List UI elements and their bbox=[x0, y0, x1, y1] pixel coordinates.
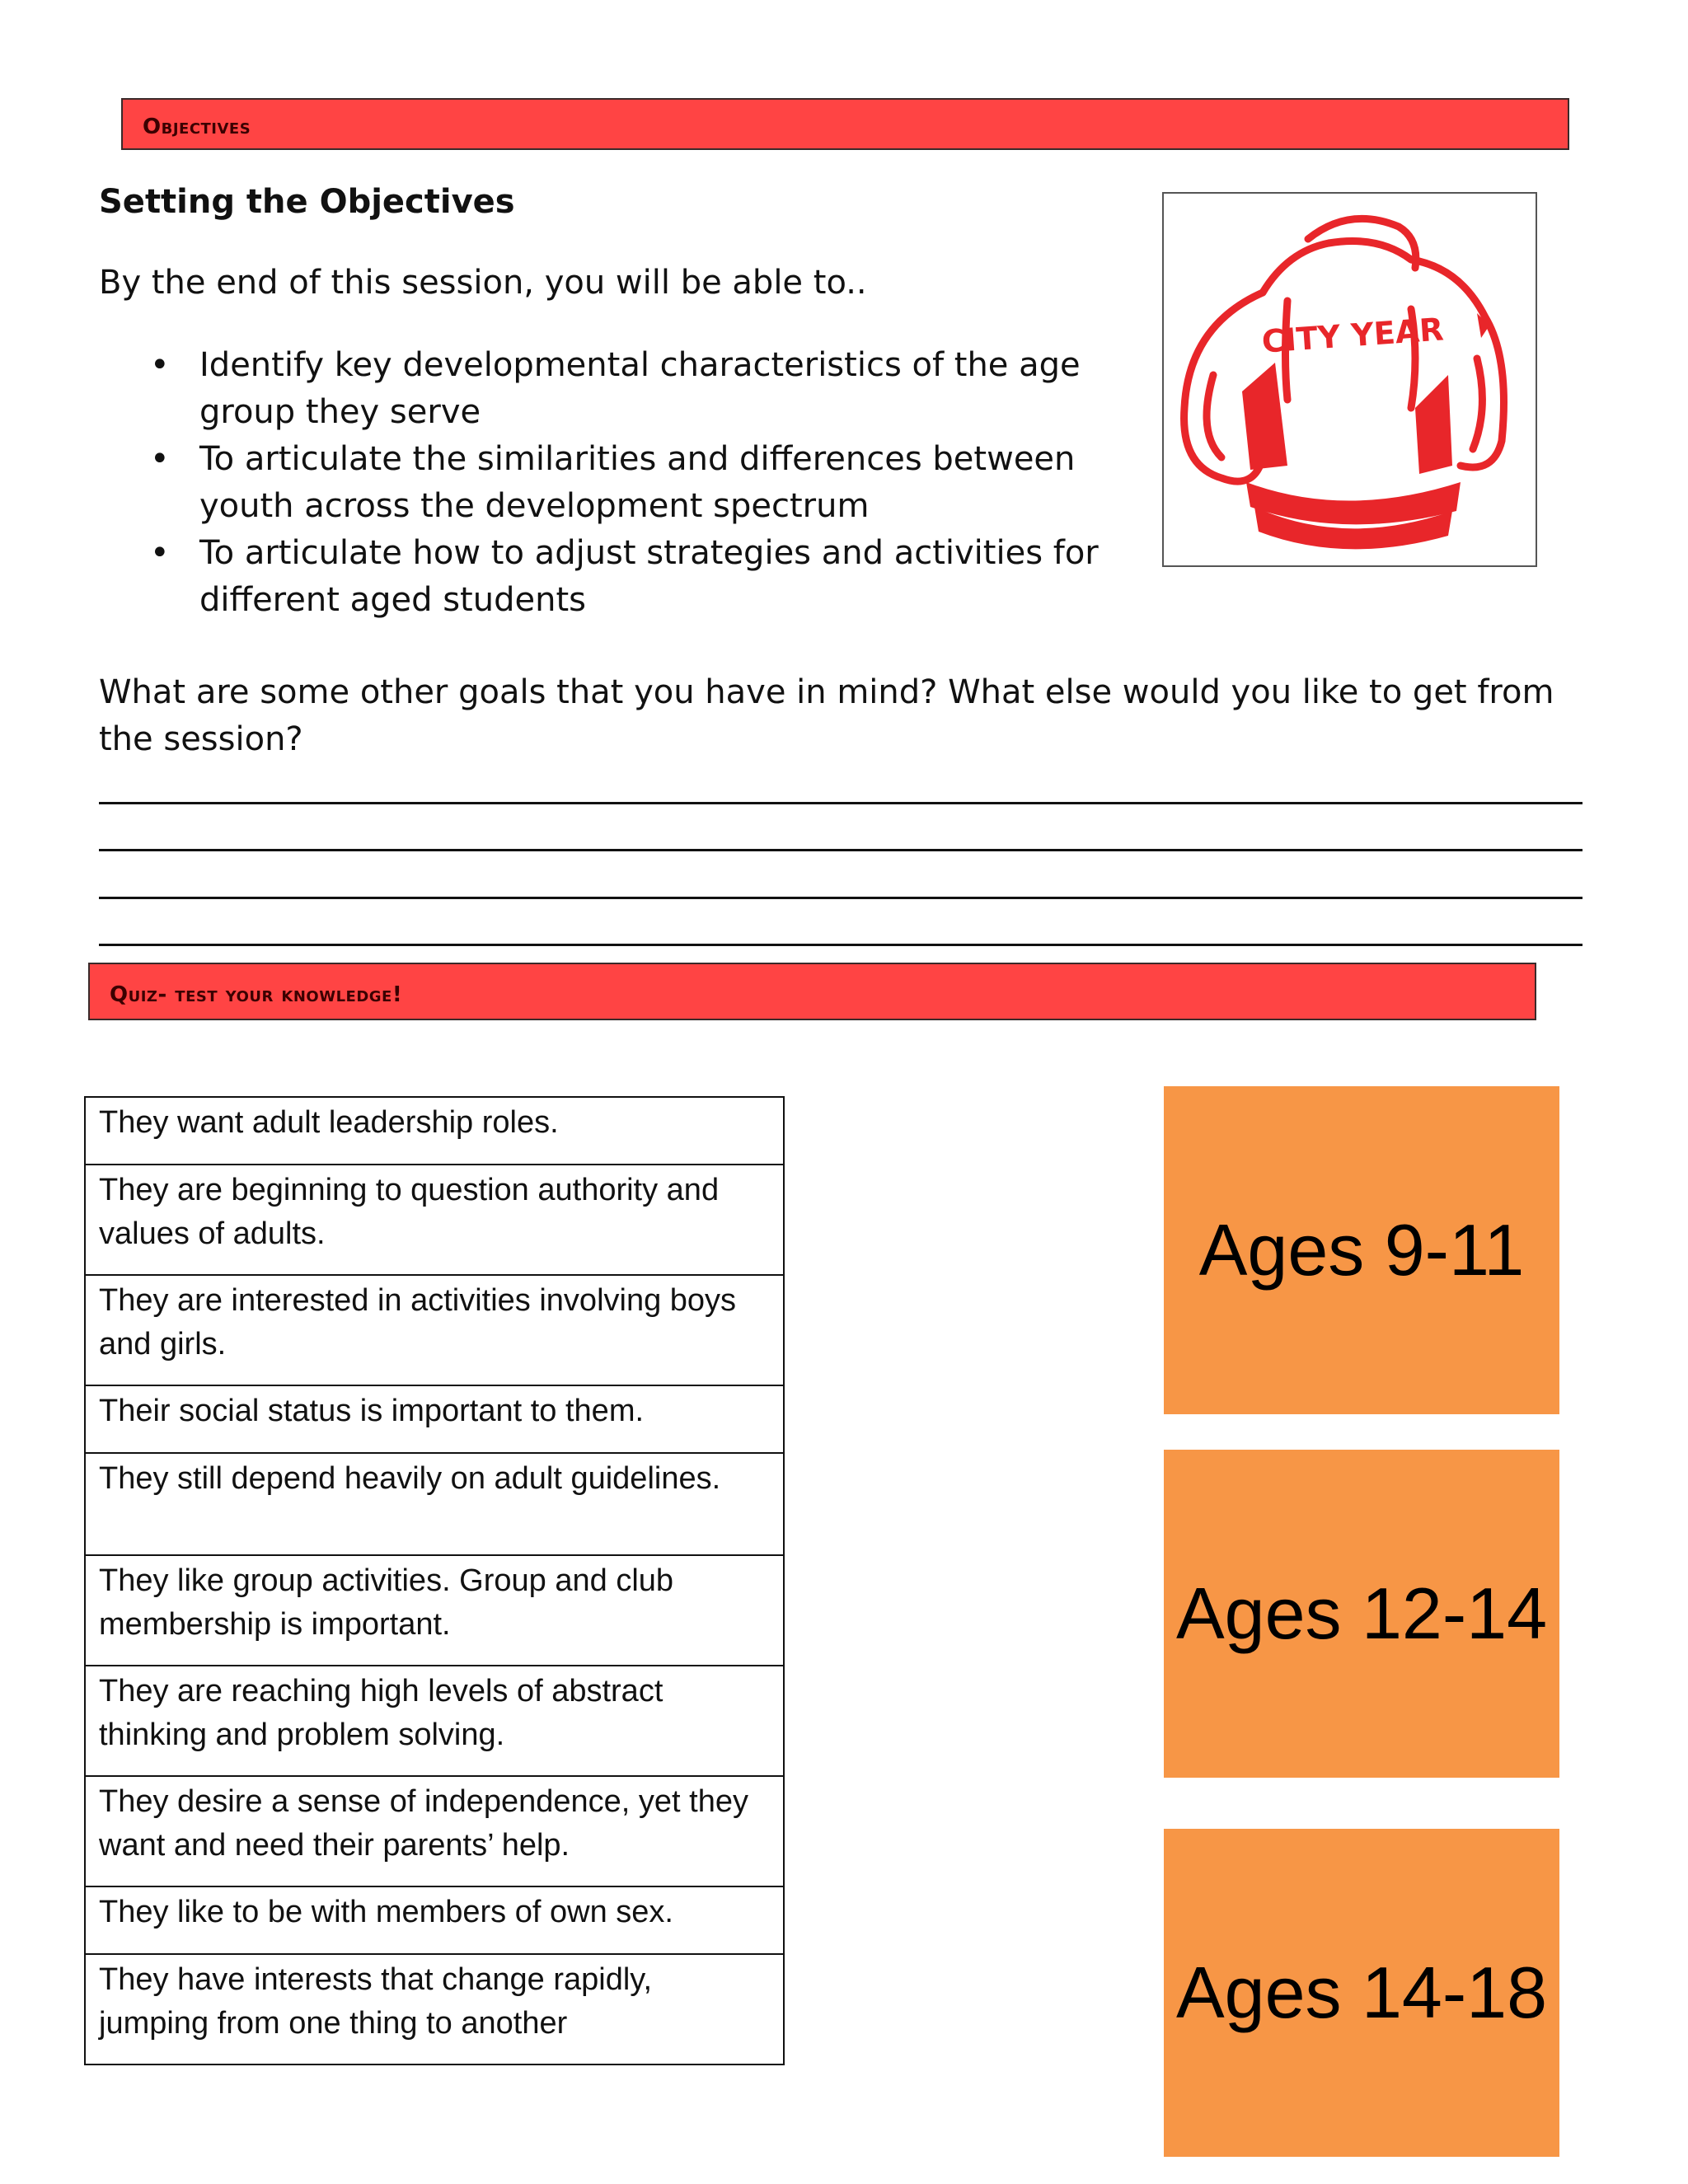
statement-cell[interactable]: They like to be with members of own sex. bbox=[85, 1886, 784, 1954]
table-row[interactable] bbox=[85, 1555, 784, 1666]
quiz-banner-label: Quiz- test your knowledge! bbox=[110, 982, 403, 1007]
city-year-logo bbox=[1162, 192, 1537, 567]
table-row[interactable] bbox=[85, 1453, 784, 1555]
objective-item: • To articulate how to adjust strategies and activities for different aged students bbox=[150, 534, 1099, 619]
objective-item: • To articulate the similarities and differences between youth across the development spectrum bbox=[150, 440, 1076, 525]
goals-question: What are some other goals that you have in mind? What else would you like to get from the session? bbox=[99, 673, 1554, 758]
table-row[interactable] bbox=[85, 1954, 784, 2064]
objective-text: To articulate the similarities and differences between youth across the development spectrum bbox=[199, 440, 1076, 525]
objective-item: • Identify key developmental characteristics of the age group they serve bbox=[150, 346, 1081, 431]
statement-cell[interactable]: They still depend heavily on adult guidelines. bbox=[85, 1453, 784, 1555]
statement-cell[interactable]: They are interested in activities involving boys and girls. bbox=[85, 1275, 784, 1385]
statements-table bbox=[84, 1096, 785, 2065]
age-box-12-14[interactable]: Ages 12-14 bbox=[1164, 1450, 1559, 1778]
table-row[interactable] bbox=[85, 1165, 784, 1275]
table-row[interactable] bbox=[85, 1385, 784, 1453]
statement-cell[interactable]: They like group activities. Group and club membership is important. bbox=[85, 1555, 784, 1666]
table-row[interactable] bbox=[85, 1097, 784, 1165]
statement-cell[interactable]: They have interests that change rapidly, jumping from one thing to another bbox=[85, 1954, 784, 2064]
table-row[interactable] bbox=[85, 1776, 784, 1886]
statement-cell[interactable]: They are beginning to question authority and values of adults. bbox=[85, 1165, 784, 1275]
jacket-illustration bbox=[1164, 194, 1536, 565]
section-heading: Setting the Objectives bbox=[99, 183, 515, 221]
age-box-9-11[interactable]: Ages 9-11 bbox=[1164, 1086, 1559, 1414]
objective-text: To articulate how to adjust strategies and activities for different aged students bbox=[199, 534, 1099, 619]
objectives-list bbox=[99, 342, 1162, 624]
logo-text: CITY YEAR bbox=[1260, 311, 1445, 360]
table-row[interactable] bbox=[85, 1886, 784, 1954]
intro-text: By the end of this session, you will be able to.. bbox=[99, 264, 867, 302]
objective-text: Identify key developmental characteristics of the age group they serve bbox=[199, 346, 1081, 431]
statement-cell[interactable]: They want adult leadership roles. bbox=[85, 1097, 784, 1165]
statement-cell[interactable]: Their social status is important to them. bbox=[85, 1385, 784, 1453]
objectives-banner bbox=[121, 98, 1569, 150]
answer-line[interactable] bbox=[99, 802, 1582, 804]
answer-line[interactable] bbox=[99, 897, 1582, 899]
answer-line[interactable] bbox=[99, 944, 1582, 946]
table-row[interactable] bbox=[85, 1666, 784, 1776]
objectives-banner-label: Objectives bbox=[143, 115, 251, 139]
quiz-banner bbox=[88, 963, 1536, 1020]
table-row[interactable] bbox=[85, 1275, 784, 1385]
statement-cell[interactable]: They desire a sense of independence, yet they want and need their parents’ help. bbox=[85, 1776, 784, 1886]
age-box-14-18[interactable]: Ages 14-18 bbox=[1164, 1829, 1559, 2157]
answer-line[interactable] bbox=[99, 849, 1582, 851]
statement-cell[interactable]: They are reaching high levels of abstract thinking and problem solving. bbox=[85, 1666, 784, 1776]
